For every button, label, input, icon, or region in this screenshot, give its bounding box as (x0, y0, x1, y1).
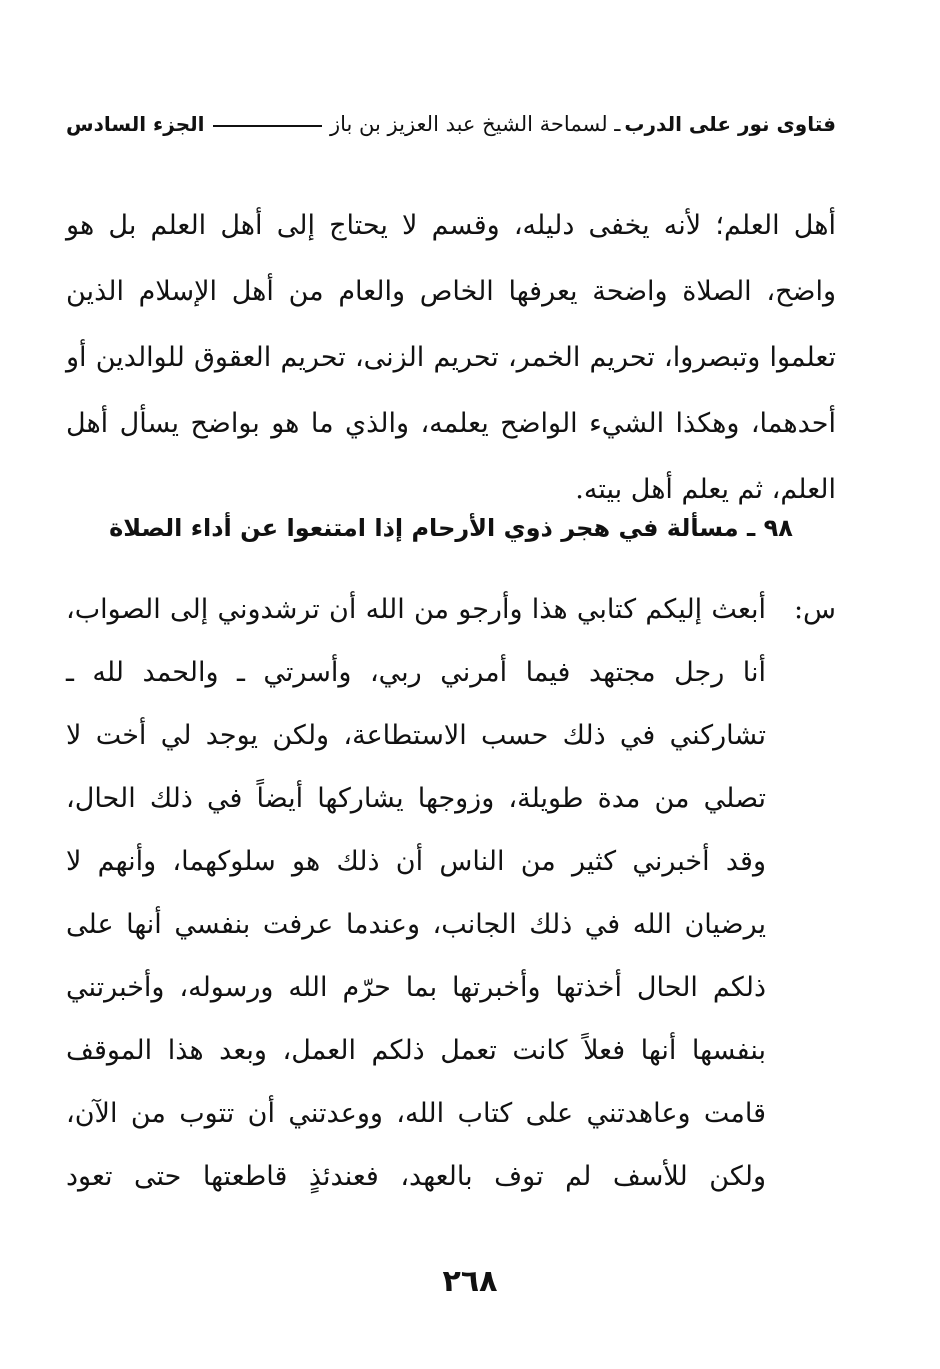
body-paragraph: أهل العلم؛ لأنه يخفى دليله، وقسم لا يحتاج إلى أهل العلم بل هو واضح، الصلاة واضحة يعرفها الخاص والعام من أهل الإسلام الذين تعلموا وتبصروا، تحريم الخمر، تحريم الزنى، تحريم العقوق للوالدين أو أحدهما، وهكذا الشيء الواضح يعلمه، والذي ما هو بواضح يسأل أهل العلم، ثم يعلم أهل بيته. (66, 210, 836, 505)
question-line (66, 956, 836, 1019)
author-line: ـ لسماحة الشيخ عبد العزيز بن باز (329, 112, 621, 136)
question-line (66, 893, 836, 956)
header-rule (213, 125, 322, 127)
question-text-line: وقد أخبرني كثير من الناس أن ذلك هو سلوكهما، وأنهم لا (66, 846, 766, 877)
question-text-line: بنفسها أنها فعلاً كانت تعمل ذلكم العمل، وبعد هذا الموقف (66, 1035, 766, 1066)
question-line (66, 704, 836, 767)
question-text-line: أنا رجل مجتهد فيما أمرني ربي، وأسرتي ـ والحمد لله ـ (66, 657, 766, 688)
section-heading: ٩٨ ـ مسألة في هجر ذوي الأرحام إذا امتنعوا عن أداء الصلاة (109, 514, 793, 542)
question-line (66, 1082, 836, 1145)
running-header (66, 108, 836, 140)
question-block (66, 578, 836, 1208)
question-line (66, 830, 836, 893)
part-title: الجزء السادس (66, 112, 205, 136)
question-text-line: قامت وعاهدتني على كتاب الله، ووعدتني أن تتوب من الآن، (66, 1098, 766, 1129)
question-text-line: يرضيان الله في ذلك الجانب، وعندما عرفت بنفسي أنها على (66, 909, 766, 940)
question-line (66, 578, 836, 641)
question-line (66, 1019, 836, 1082)
running-header-title-group (330, 108, 836, 140)
question-line (66, 1145, 836, 1208)
question-text-line: تصلي من مدة طويلة، وزوجها يشاركها أيضاً في ذلك الحال، (66, 783, 766, 814)
question-label: س: (793, 594, 836, 625)
page-number: ٢٦٨ (442, 1264, 498, 1299)
question-text-line: ذلكم الحال أخذتها وأخبرتها بما حرّم الله ورسوله، وأخبرتني (66, 972, 766, 1003)
question-text-line: أبعث إليكم كتابي هذا وأرجو من الله أن ترشدوني إلى الصواب، (66, 594, 766, 625)
question-text-line: ولكن للأسف لم توف بالعهد، فعندئذٍ قاطعتها حتى تعود (66, 1161, 766, 1192)
question-line (66, 767, 836, 830)
book-title: فتاوى نور على الدرب (624, 112, 836, 136)
question-line (66, 641, 836, 704)
question-text-line: تشاركني في ذلك حسب الاستطاعة، ولكن يوجد لي أخت لا (66, 720, 766, 751)
